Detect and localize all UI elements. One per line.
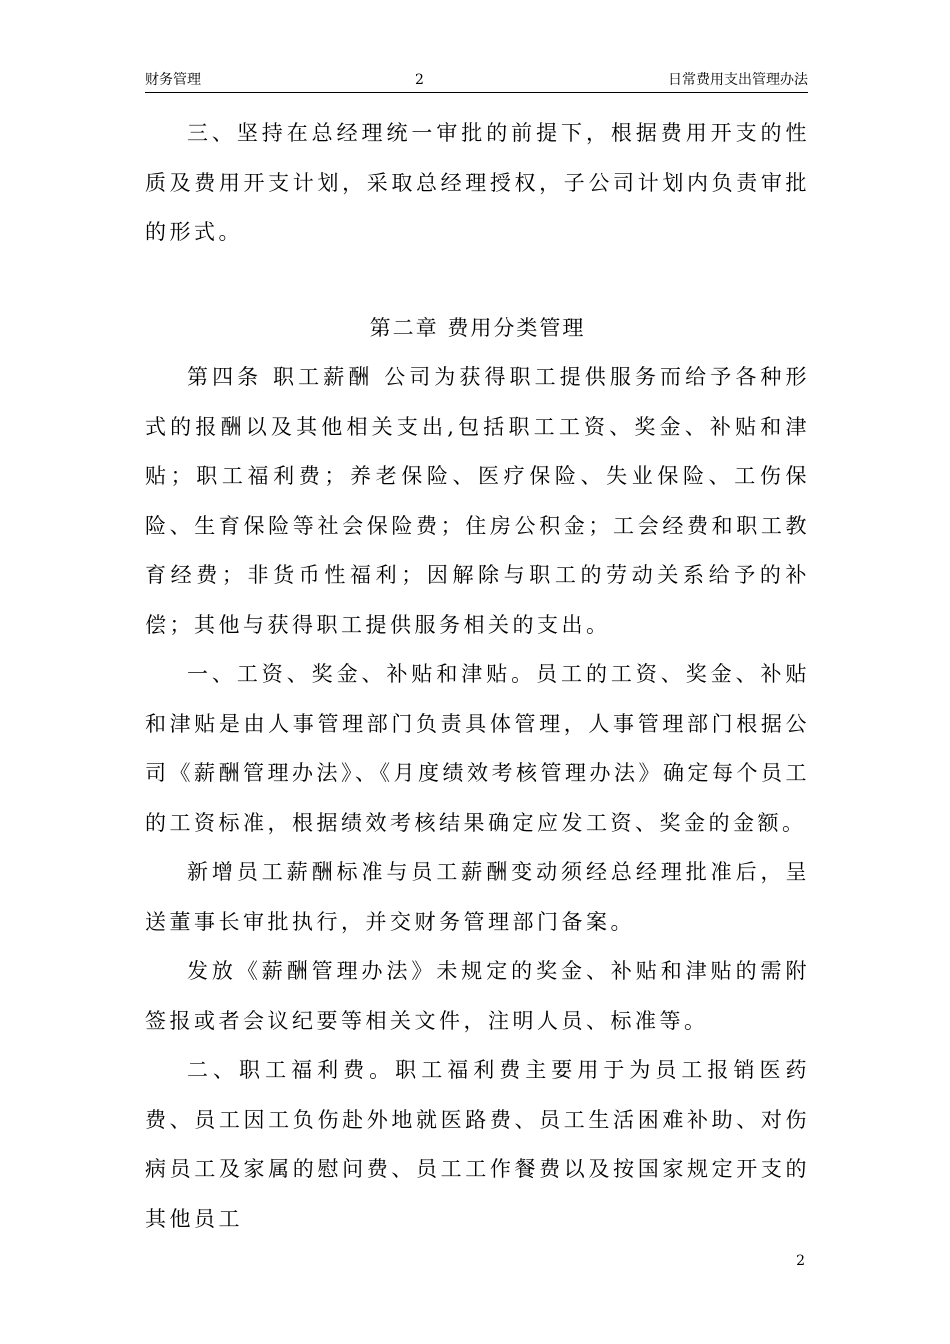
- footer-page-number: 2: [796, 1253, 805, 1269]
- paragraph-bonus-payment: 发放《薪酬管理办法》未规定的奖金、补贴和津贴的需附签报或者会议纪要等相关文件，注明人员、标准等。: [145, 959, 810, 1033]
- page-header: [145, 70, 808, 93]
- header-page-number: 2: [415, 72, 424, 88]
- paragraph-principle-three: 三、坚持在总经理统一审批的前提下，根据费用开支的性质及费用开支计划，采取总经理授权，子公司计划内负责审批的形式。: [145, 121, 810, 244]
- paragraph-new-staff-salary: 新增员工薪酬标准与员工薪酬变动须经总经理批准后，呈送董事长审批执行，并交财务管理部门备案。: [145, 860, 810, 934]
- header-document-title: 日常费用支出管理办法: [668, 72, 808, 88]
- paragraph-welfare: 二、职工福利费。职工福利费主要用于为员工报销医药费、员工因工负伤赴外地就医路费、员工生活困难补助、对伤病员工及家属的慰问费、员工工作餐费以及按国家规定开支的其他员工: [145, 1058, 810, 1231]
- document-body: [145, 109, 810, 1244]
- paragraph-article-four: 第四条 职工薪酬 公司为获得职工提供服务而给予各种形式的报酬以及其他相关支出,包括职工工资、奖金、补贴和津贴；职工福利费；养老保险、医疗保险、失业保险、工伤保险、生育保险等社会保险费；住房公积金；工会经费和职工教育经费；非货币性福利；因解除与职工的劳动关系给予的补偿；其他与获得职工提供服务相关的支出。: [145, 365, 810, 637]
- paragraph-wages: 一、工资、奖金、补贴和津贴。员工的工资、奖金、补贴和津贴是由人事管理部门负责具体管理，人事管理部门根据公司《薪酬管理办法》、《月度绩效考核管理办法》确定每个员工的工资标准，根据绩效考核结果确定应发工资、奖金的金额。: [145, 662, 810, 835]
- chapter-heading: 第二章 费用分类管理: [369, 315, 586, 340]
- header-section-title: 财务管理: [145, 72, 201, 88]
